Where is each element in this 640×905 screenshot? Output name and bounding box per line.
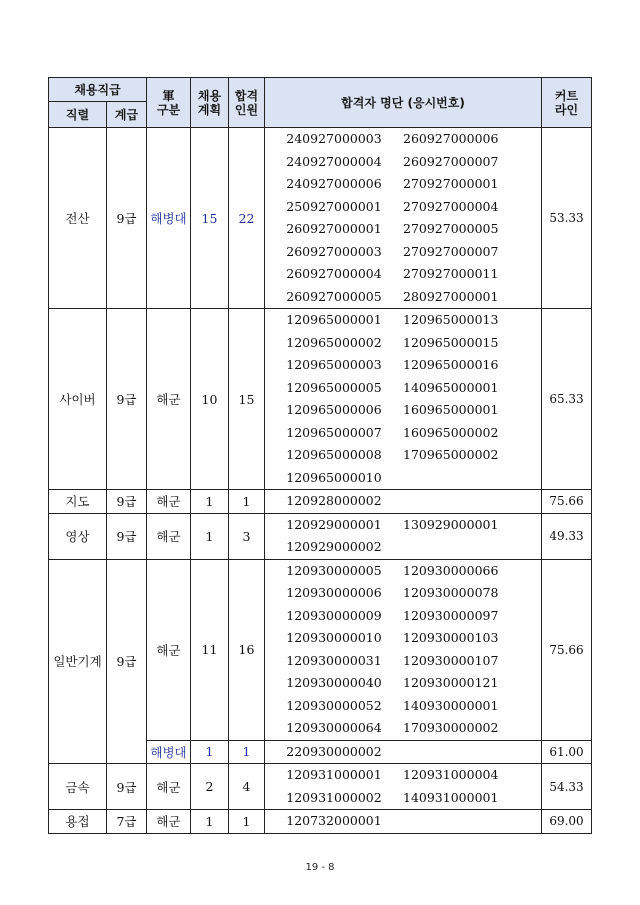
plan-cell: 1 xyxy=(191,740,229,764)
applicant-number: 240927000006 xyxy=(286,176,382,191)
cutline-cell: 75.66 xyxy=(542,559,592,740)
name-pair xyxy=(265,672,541,695)
applicant-number: 120965000016 xyxy=(403,357,499,372)
name-pair xyxy=(265,377,541,400)
name-pair xyxy=(265,560,541,583)
name-pair xyxy=(265,787,541,810)
applicant-number: 260927000004 xyxy=(286,266,382,281)
applicant-number: 160965000001 xyxy=(403,402,499,417)
applicant-number: 120930000010 xyxy=(286,630,382,645)
applicant-number: 120930000040 xyxy=(286,675,382,690)
name-pair xyxy=(265,151,541,174)
table-row xyxy=(49,513,592,559)
header-gun: 軍 구분 xyxy=(147,78,191,128)
applicant-number: 120930000009 xyxy=(286,607,382,623)
name-pair xyxy=(265,332,541,355)
applicant-number: 240927000004 xyxy=(286,153,382,169)
applicant-number: 120965000008 xyxy=(286,447,382,462)
applicant-number: 270927000004 xyxy=(403,198,499,214)
applicant-number: 120930000005 xyxy=(286,562,382,578)
pass-cell: 1 xyxy=(229,810,265,834)
jikryeol-cell: 전산 xyxy=(49,128,107,309)
applicant-number: 120965000005 xyxy=(286,379,382,395)
table-row xyxy=(49,309,592,490)
name-pair xyxy=(265,263,541,286)
name-pair xyxy=(265,695,541,718)
name-pair xyxy=(265,286,541,309)
gyegeup-cell: 9급 xyxy=(107,764,147,810)
applicant-number: 120965000001 xyxy=(286,312,382,327)
applicant-number: 170965000002 xyxy=(403,447,499,462)
name-pair xyxy=(265,490,541,513)
applicant-number: 120930000103 xyxy=(403,630,499,645)
applicant-number: 250927000001 xyxy=(286,198,382,214)
header-group-title: 채용직급 xyxy=(49,78,147,102)
names-cell xyxy=(265,559,542,740)
name-pair xyxy=(265,650,541,673)
applicant-number: 120930000064 xyxy=(286,720,382,735)
applicant-number: 260927000005 xyxy=(286,288,382,304)
name-pair xyxy=(265,196,541,219)
name-pair xyxy=(265,422,541,445)
applicant-number: 120931000001 xyxy=(286,767,382,782)
name-pair xyxy=(265,218,541,241)
cutline-cell: 49.33 xyxy=(542,513,592,559)
names-cell xyxy=(265,740,542,764)
gun-cell: 해병대 xyxy=(147,128,191,309)
name-pair xyxy=(265,605,541,628)
recruitment-results-table xyxy=(48,77,592,834)
applicant-number: 130929000001 xyxy=(403,516,499,532)
applicant-number: 120965000003 xyxy=(286,357,382,372)
jikryeol-cell: 일반기계 xyxy=(49,559,107,764)
names-cell xyxy=(265,810,542,834)
name-pair xyxy=(265,354,541,377)
header-names: 합격자 명단 (응시번호) xyxy=(265,78,542,128)
name-pair xyxy=(265,717,541,740)
applicant-number: 120929000002 xyxy=(286,539,382,554)
gyegeup-cell: 9급 xyxy=(107,309,147,490)
name-pair xyxy=(265,810,541,833)
name-pair xyxy=(265,764,541,787)
header-gyegeup: 계급 xyxy=(107,102,147,128)
applicant-number: 120930000066 xyxy=(403,562,499,578)
gyegeup-cell: 9급 xyxy=(107,128,147,309)
name-pair xyxy=(265,173,541,196)
cutline-cell: 54.33 xyxy=(542,764,592,810)
jikryeol-cell: 사이버 xyxy=(49,309,107,490)
applicant-number: 280927000001 xyxy=(403,288,499,304)
applicant-number: 270927000005 xyxy=(403,221,499,236)
pass-cell: 22 xyxy=(229,128,265,309)
gun-cell: 해군 xyxy=(147,490,191,514)
plan-cell: 11 xyxy=(191,559,229,740)
applicant-number: 120930000078 xyxy=(403,585,499,600)
gyegeup-cell: 9급 xyxy=(107,490,147,514)
applicant-number: 120965000006 xyxy=(286,402,382,417)
jikryeol-cell: 금속 xyxy=(49,764,107,810)
header-jikryeol: 직렬 xyxy=(49,102,107,128)
applicant-number: 120965000002 xyxy=(286,334,382,350)
jikryeol-cell: 용접 xyxy=(49,810,107,834)
pass-cell: 3 xyxy=(229,513,265,559)
applicant-number: 270927000001 xyxy=(403,176,499,191)
table-row xyxy=(49,559,592,740)
gun-cell: 해군 xyxy=(147,309,191,490)
cutline-cell: 75.66 xyxy=(542,490,592,514)
applicant-number: 260927000003 xyxy=(286,243,382,259)
plan-cell: 1 xyxy=(191,513,229,559)
applicant-number: 140930000001 xyxy=(403,697,499,713)
applicant-number: 120965000010 xyxy=(286,469,382,485)
header-pass: 합격 인원 xyxy=(229,78,265,128)
names-cell xyxy=(265,128,542,309)
applicant-number: 120931000004 xyxy=(403,767,499,782)
name-pair xyxy=(265,399,541,422)
names-cell xyxy=(265,764,542,810)
plan-cell: 1 xyxy=(191,490,229,514)
pass-cell: 1 xyxy=(229,740,265,764)
applicant-number: 120929000001 xyxy=(286,516,382,532)
cutline-cell: 53.33 xyxy=(542,128,592,309)
table-row xyxy=(49,810,592,834)
name-pair xyxy=(265,536,541,559)
name-pair xyxy=(265,741,541,764)
applicant-number: 270927000007 xyxy=(403,243,499,259)
applicant-number: 120928000002 xyxy=(286,493,382,508)
name-pair xyxy=(265,128,541,151)
applicant-number: 120930000052 xyxy=(286,697,382,713)
name-pair xyxy=(265,241,541,264)
applicant-number: 170930000002 xyxy=(403,720,499,735)
pass-cell: 4 xyxy=(229,764,265,810)
applicant-number: 220930000002 xyxy=(286,743,382,759)
applicant-number: 120930000097 xyxy=(403,607,499,623)
applicant-number: 140965000001 xyxy=(403,379,499,395)
cutline-cell: 61.00 xyxy=(542,740,592,764)
table-row xyxy=(49,490,592,514)
pass-cell: 1 xyxy=(229,490,265,514)
pass-cell: 16 xyxy=(229,559,265,740)
jikryeol-cell: 지도 xyxy=(49,490,107,514)
applicant-number: 120965000007 xyxy=(286,424,382,440)
gun-cell: 해군 xyxy=(147,559,191,740)
plan-cell: 1 xyxy=(191,810,229,834)
applicant-number: 270927000011 xyxy=(403,266,499,281)
name-pair xyxy=(265,514,541,537)
plan-cell: 2 xyxy=(191,764,229,810)
cutline-cell: 65.33 xyxy=(542,309,592,490)
names-cell xyxy=(265,513,542,559)
name-pair xyxy=(265,582,541,605)
applicant-number: 120965000013 xyxy=(403,312,499,327)
applicant-number: 160965000002 xyxy=(403,424,499,440)
applicant-number: 260927000007 xyxy=(403,153,499,169)
table-body xyxy=(49,128,592,834)
plan-cell: 15 xyxy=(191,128,229,309)
gun-cell: 해군 xyxy=(147,810,191,834)
names-cell xyxy=(265,490,542,514)
table-row xyxy=(49,128,592,309)
applicant-number: 260927000006 xyxy=(403,131,499,146)
pass-cell: 15 xyxy=(229,309,265,490)
gyegeup-cell: 7급 xyxy=(107,810,147,834)
applicant-number: 120931000002 xyxy=(286,789,382,805)
names-cell xyxy=(265,309,542,490)
applicant-number: 120930000031 xyxy=(286,652,382,668)
cutline-cell: 69.00 xyxy=(542,810,592,834)
gun-cell: 해군 xyxy=(147,764,191,810)
plan-cell: 10 xyxy=(191,309,229,490)
gyegeup-cell: 9급 xyxy=(107,513,147,559)
header-cutline: 커트 라인 xyxy=(542,78,592,128)
gun-cell: 해군 xyxy=(147,513,191,559)
table-row xyxy=(49,764,592,810)
applicant-number: 120930000107 xyxy=(403,652,499,668)
name-pair xyxy=(265,309,541,332)
applicant-number: 140931000001 xyxy=(403,789,499,805)
name-pair xyxy=(265,444,541,467)
applicant-number: 120965000015 xyxy=(403,334,499,350)
applicant-number: 120930000121 xyxy=(403,675,499,690)
gyegeup-cell: 9급 xyxy=(107,559,147,764)
name-pair xyxy=(265,627,541,650)
jikryeol-cell: 영상 xyxy=(49,513,107,559)
header-plan: 채용 계획 xyxy=(191,78,229,128)
gun-cell: 해병대 xyxy=(147,740,191,764)
page-number: 19 - 8 xyxy=(305,862,335,873)
applicant-number: 240927000003 xyxy=(286,131,382,146)
applicant-number: 260927000001 xyxy=(286,221,382,236)
applicant-number: 120732000001 xyxy=(286,813,382,828)
applicant-number: 120930000006 xyxy=(286,585,382,600)
name-pair xyxy=(265,467,541,490)
